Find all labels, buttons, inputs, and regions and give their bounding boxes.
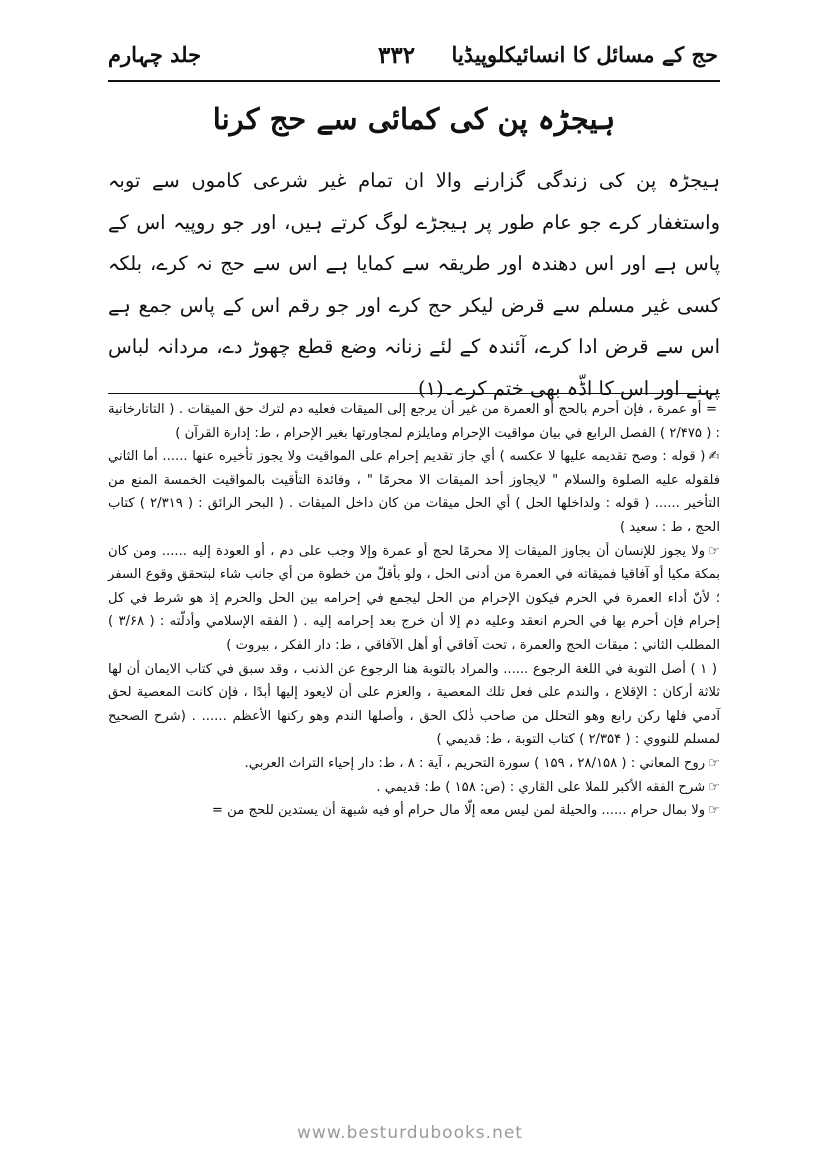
footnotes xyxy=(108,398,720,823)
footnote-divider xyxy=(108,393,720,394)
pointing-hand-icon: ☞ xyxy=(708,755,720,771)
page-header xyxy=(108,40,718,80)
footnote-text: ( قوله : وصح تقديمه عليها لا عكسه ) أي جاز تقديم إحرام على المواقيت ولا يجوز تأخيره عنها ...... أما الثاني فلقوله عليه الصلوة والسلام " لايجاوز أحد الميقات الا محرمًا " ، وفائدة التأقيت بالمواقيت الخمسة المنع من التأخير ...... ( قوله : ولداخلها الحل ) أي الحل ميقات من كان داخل الميقات . ( البحر الرائق : ( ۲/۳۱۹ ) كتاب الحج ، ط : سعيد ) xyxy=(108,449,720,535)
header-divider xyxy=(108,80,720,82)
body-paragraph: ہیجڑہ پن کی زندگی گزارنے والا ان تمام غیر شرعی کاموں سے توبہ واستغفار کرے جو عام طور پر ہیجڑے لوگ کرتے ہیں، اور جو روپیہ اس کے پاس ہے اور اس دھندہ اور طریقہ سے کمایا ہے اس سے حج نہ کرے، بلکہ کسی غیر مسلم سے قرض لیکر حج کرے اور جو رقم اس کے پاس جمع ہے اس سے قرض ادا کرے، آئندہ کے لئے زنانہ وضع قطع چھوڑ دے، مردانہ لباس پہنے اور اس کا اڈّہ بھی ختم کرے۔(۱) xyxy=(108,169,720,400)
book-title: حج کے مسائل کا انسائیکلوپیڈیا xyxy=(451,42,718,67)
website-watermark: www.besturdubooks.net xyxy=(297,1123,523,1143)
footnote-text: ولا بمال حرام ...... والحيلة لمن ليس معه إلّا مال حرام أو فيه شبهة أن يستدين للحج من = xyxy=(211,803,706,819)
section-title: ہیجڑہ پن کی کمائی سے حج کرنا xyxy=(212,102,616,136)
footnote-5 xyxy=(108,752,720,776)
pointing-hand-icon: ☞ xyxy=(708,803,720,819)
footnote-6 xyxy=(108,776,720,800)
footnote-text: ( ۱ ) أصل التوبة في اللغة الرجوع ...... والمراد بالتوبة هنا الرجوع عن الذنب ، وقد سبق في كتاب الايمان أن لها ثلاثة أركان : الإقلاع ، والندم على فعل تلك المعصية ، والعزم على أن لايعود إليها أبدًا ، فإن كانت المعصية لحق آدمي فلها ركن رابع وهو التحلل من صاحب ذٰلک الحق ، وأصلها الندم وهو ركنها الأعظم ...... . (شرح الصحيح لمسلم للنووي : ( ۲/۳۵۴ ) كتاب التوبة ، ط: قديمي ) xyxy=(108,661,720,748)
page-number: ۳۳۲ xyxy=(378,42,416,69)
footnote-7 xyxy=(108,799,720,823)
footnote-text: = أو عمرة ، فإن أحرم بالحج أو العمرة من غير أن يرجع إلى الميقات فعليه دم لترك حق الميقات . ( التاتارخانية : ( ۲/۴۷۵ ) الفصل الرابع في بيان مواقيت الإحرام ومايلزم لمجاورتها بغير الإحرام ، ط: إدارة القرآن ) xyxy=(108,402,720,441)
footnote-text: شرح الفقه الأكبر للملا على القاري : (ص: ۱۵۸ ) ط: قديمي . xyxy=(376,779,706,795)
footnote-3 xyxy=(108,540,720,658)
footnote-1 xyxy=(108,398,720,445)
footnote-2 xyxy=(108,445,720,539)
pointing-hand-icon: ☞ xyxy=(708,779,720,795)
footnote-4 xyxy=(108,658,720,752)
footnote-text: ولا يجوز للإنسان أن يجاوز الميقات إلا محرمًا لحج أو عمرة وإلا وجب على دم ، أو العودة إليه ...... ومن كان بمكة مكيا أو آفاقيا فميقاته في العمرة من أدنى الحل ، ولو بأقلّ من خطوة من أي جانب شاء لبتحقق وقوع السفر ؛ لأنّ أداء العمرة في الحرم فيكون الإحرام من الحل ليجمع في إحرامه بين الحل والحرم إذ هو شرط في كل إحرام فإن أحرم بها في الحرم انعقد وعليه دم إلا أن خرج بعد إحرامه إليه . ( الفقه الإسلامي وأدلّته : ( ۳/۶۸ ) المطلب الثاني : ميقات الحج والعمرة ، تحت آفاقي أو أهل الآفاقي ، ط: دار الفكر ، بيروت ) xyxy=(108,543,720,653)
footnote-text: روح المعاني : ( ۲۸/۱۵۸ ، ۱۵۹ ) سورة التحريم ، آية : ۸ ، ط: دار إحياء التراث العربي. xyxy=(244,755,706,771)
pointing-hand-icon: ☞ xyxy=(708,543,720,559)
volume-label: جلد چہارم xyxy=(108,42,202,67)
pen-icon: ✍ xyxy=(708,449,720,465)
